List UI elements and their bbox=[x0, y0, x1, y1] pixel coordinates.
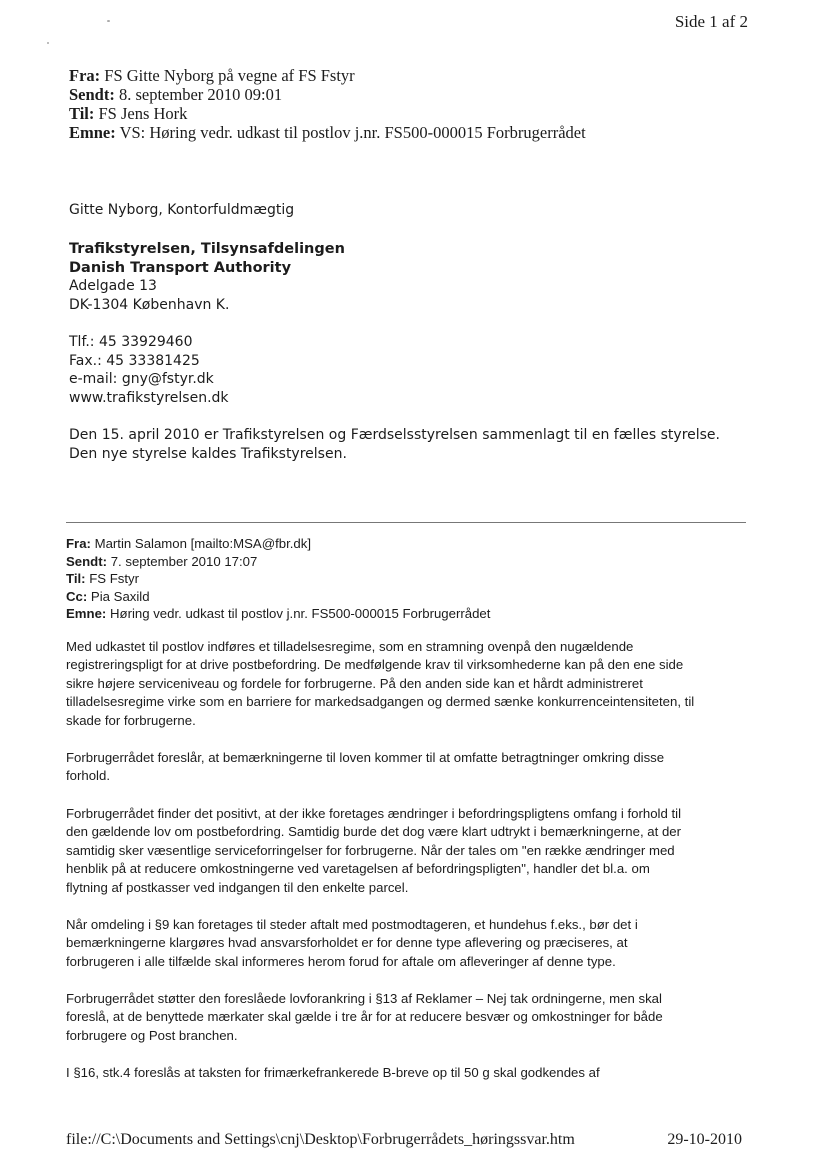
contact-block bbox=[69, 333, 229, 407]
to-line: Til: FS Jens Hork bbox=[69, 104, 188, 123]
email-link[interactable]: e-mail: gny@fstyr.dk bbox=[69, 371, 214, 387]
sent-line: Sendt: 8. september 2010 09:01 bbox=[69, 85, 283, 104]
body-paragraph: Med udkastet til postlov indføres et tilladelsesregime, som en stramning ovenpå den nugældende registreringspligt for at drive postbefordring. De medfølgende krav til virksomhederne kan på den ene side sikre højere serviceniveau og fordele for forbrugerne. På den anden side kan et hårdt administreret tilladelsesregime virke som en barriere for markedsadgangen og dermed sænke konkurrenceintensiteten, til skade for forbrugerne. bbox=[66, 639, 695, 728]
notice-line: Den nye styrelse kaldes Trafikstyrelsen. bbox=[69, 445, 347, 462]
sent-line: Sendt: 7. september 2010 17:07 bbox=[66, 553, 258, 569]
divider bbox=[66, 522, 746, 523]
original-email-header bbox=[66, 535, 490, 623]
address-city: DK-1304 København K. bbox=[69, 296, 230, 313]
to-line: Til: FS Fstyr bbox=[66, 571, 140, 586]
body-paragraph: Forbrugerrådet støtter den foreslåede lovforankring i §13 af Reklamer – Nej tak ordningerne, men skal foreslå, at de benyttede mærkater skal gælde i tre år for at reducere besvær og omkostninger for både forbrugere og Post branchen. bbox=[66, 991, 663, 1043]
page-indicator: Side 1 af 2 bbox=[674, 12, 748, 31]
phone: Tlf.: 45 33929460 bbox=[69, 334, 193, 350]
cc-line: Cc: Pia Saxild bbox=[66, 588, 150, 604]
fax: Fax.: 45 33381425 bbox=[69, 352, 200, 369]
from-line: Fra: FS Gitte Nyborg på vegne af FS Fstyr bbox=[69, 66, 355, 85]
notice-line: Den 15. april 2010 er Trafikstyrelsen og Færdselsstyrelsen sammenlagt til en fælles styrelse. bbox=[69, 427, 720, 443]
body-paragraph: I §16, stk.4 foreslås at taksten for frimærkefrankerede B-breve op til 50 g skal godkendes af bbox=[66, 1065, 600, 1080]
forward-email-header bbox=[69, 66, 586, 142]
website-link[interactable]: www.trafikstyrelsen.dk bbox=[69, 389, 229, 406]
org-name: Trafikstyrelsen, Tilsynsafdelingen bbox=[69, 241, 345, 257]
body-paragraph: Når omdeling i §9 kan foretages til steder aftalt med postmodtageren, et hundehus f.eks., bør det i bemærkningerne klargøres hvad ansvarsforholdet er for denne type aflevering og præciseres, at forbrugeren i alle tilfælde skal informeres herom forud for aftale om afleveringer af denne type. bbox=[66, 917, 638, 969]
from-line: Fra: Martin Salamon [mailto:MSA@fbr.dk] bbox=[66, 536, 311, 551]
footer-file-path: file://C:\Documents and Settings\cnj\Desktop\Forbrugerrådets_høringssvar.htm bbox=[66, 1131, 575, 1148]
org-name-english: Danish Transport Authority bbox=[69, 259, 292, 276]
subject-line: Emne: VS: Høring vedr. udkast til postlov j.nr. FS500-000015 Forbrugerrådet bbox=[69, 123, 586, 142]
merger-notice bbox=[69, 426, 720, 463]
scan-speck bbox=[107, 20, 110, 22]
footer-date: 29-10-2010 bbox=[667, 1131, 742, 1148]
body-paragraph: Forbrugerrådet foreslår, at bemærkningerne til loven kommer til at omfatte betragtninger omkring disse forhold. bbox=[66, 750, 665, 784]
scan-speck bbox=[47, 42, 49, 44]
signature-name: Gitte Nyborg, Kontorfuldmægtig bbox=[69, 202, 295, 218]
signature-block bbox=[69, 240, 345, 314]
address-street: Adelgade 13 bbox=[69, 278, 157, 294]
subject-line: Emne: Høring vedr. udkast til postlov j.nr. FS500-000015 Forbrugerrådet bbox=[66, 606, 491, 621]
body-paragraph: Forbrugerrådet finder det positivt, at der ikke foretages ændringer i befordringspligtens omfang i forhold til den gældende lov om postbefordring. Samtidig burde det dog være klart udtrykt i bemærkningerne, at der samtidig sker væsentlige serviceforringelser for forbrugerne. Når der tales om "en række ændringer med henblik på at reducere omkostningerne ved varetagelsen af befordringspligten", handler det bl.a. om flytning af postkasser ved indgangen til den enkelte parcel. bbox=[66, 806, 682, 895]
